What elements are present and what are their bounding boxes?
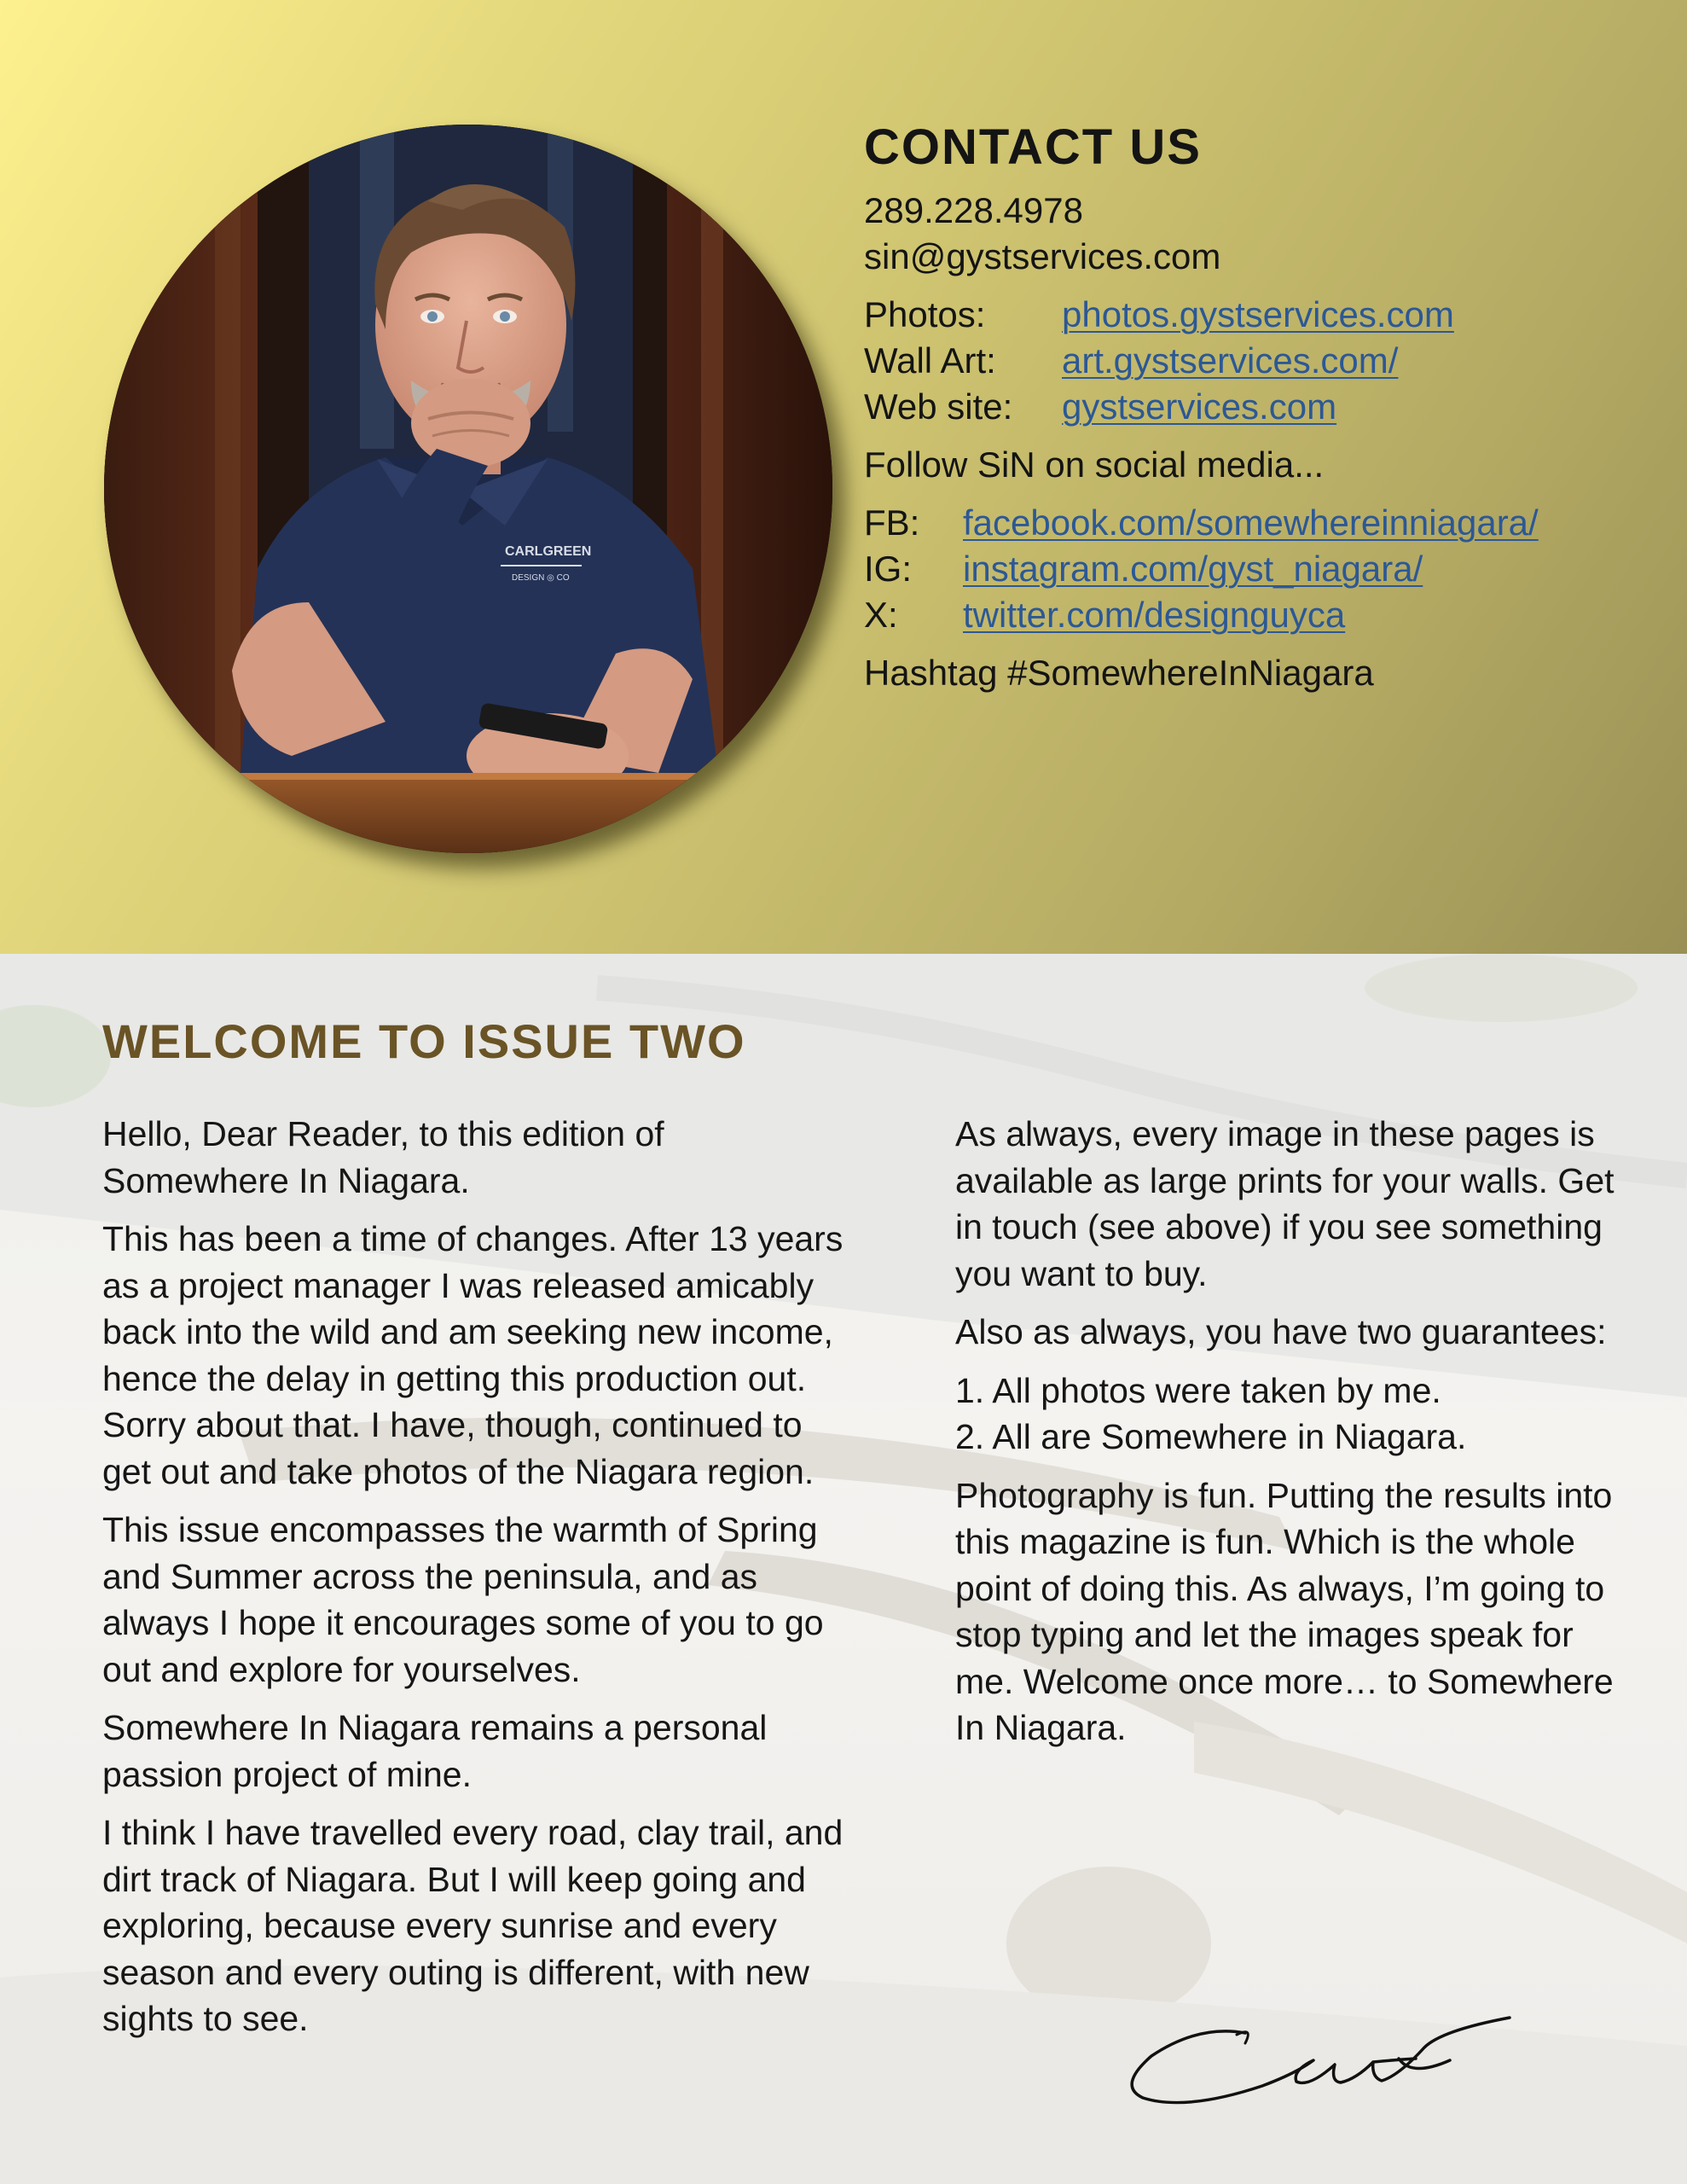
contact-banner	[0, 0, 1687, 954]
link-row-website	[864, 384, 1666, 430]
facebook-link[interactable]: facebook.com/somewhereinniagara/	[963, 502, 1539, 543]
link-row-wall-art	[864, 338, 1666, 384]
body-paragraph: Photography is fun. Putting the results into this magazine is fun. Which is the whole point of doing this. As always, I’m going to stop typing and let the images speak for me. Welcome once more… to Somewhere In Niagara.	[955, 1475, 1614, 1747]
website-links	[864, 292, 1666, 430]
photos-link[interactable]: photos.gystservices.com	[1062, 294, 1454, 334]
guarantee-item: 1. All photos were taken by me.	[955, 1370, 1441, 1410]
link-label: FB:	[864, 502, 920, 543]
svg-text:DESIGN ◎ CO: DESIGN ◎ CO	[512, 573, 570, 583]
body-paragraph: I think I have travelled every road, clay trail, and dirt track of Niagara. But I will keep going and exploring, because every sunrise and every season and every outing is different, with new sights to see.	[102, 1813, 844, 2038]
link-row-instagram	[864, 546, 1666, 592]
carl-signature	[1117, 2009, 1518, 2111]
welcome-left-column	[102, 1111, 853, 2054]
wall-art-link[interactable]: art.gystservices.com/	[1062, 340, 1399, 380]
body-paragraph: Hello, Dear Reader, to this edition of Somewhere In Niagara.	[102, 1114, 664, 1200]
body-paragraph: As always, every image in these pages is available as large prints for your walls. Get in touch (see above) if you see something you want to buy.	[955, 1114, 1615, 1293]
link-row-x	[864, 592, 1666, 638]
link-row-photos	[864, 292, 1666, 338]
contact-block	[864, 118, 1666, 696]
hashtag-text: Hashtag #SomewhereInNiagara	[864, 653, 1374, 693]
welcome-heading: WELCOME TO ISSUE TWO	[102, 1014, 746, 1068]
email-address: sin@gystservices.com	[864, 236, 1221, 276]
instagram-link[interactable]: instagram.com/gyst_niagara/	[963, 549, 1423, 589]
contact-heading: CONTACT US	[864, 119, 1202, 175]
author-portrait	[104, 125, 832, 853]
link-label: Photos:	[864, 294, 986, 334]
link-label: Wall Art:	[864, 340, 996, 380]
website-link[interactable]: gystservices.com	[1062, 386, 1337, 427]
body-paragraph: This has been a time of changes. After 13 years as a project manager I was released amicably back into the wild and am seeking new income, hence the delay in getting this production out. Sorry about that. I have, though, continued to get out and take photos of the Niagara region.	[102, 1219, 844, 1491]
phone-number: 289.228.4978	[864, 190, 1083, 230]
link-label: Web site:	[864, 386, 1013, 427]
link-label: X:	[864, 595, 898, 635]
x-link[interactable]: twitter.com/designguyca	[963, 595, 1346, 635]
body-paragraph: This issue encompasses the warmth of Spring and Summer across the peninsula, and as always I hope it encourages some of you to go out and explore for yourselves.	[102, 1510, 824, 1689]
link-label: IG:	[864, 549, 913, 589]
body-paragraph: Somewhere In Niagara remains a personal passion project of mine.	[102, 1708, 768, 1794]
link-row-facebook	[864, 500, 1666, 546]
follow-text: Follow SiN on social media...	[864, 444, 1325, 485]
shirt-logo: CARLGREEN	[505, 544, 592, 559]
social-links	[864, 500, 1666, 638]
welcome-right-column	[955, 1111, 1629, 1763]
guarantee-item: 2. All are Somewhere in Niagara.	[955, 1417, 1467, 1456]
author-photo-image	[104, 125, 832, 853]
body-paragraph: Also as always, you have two guarantees:	[955, 1312, 1607, 1351]
